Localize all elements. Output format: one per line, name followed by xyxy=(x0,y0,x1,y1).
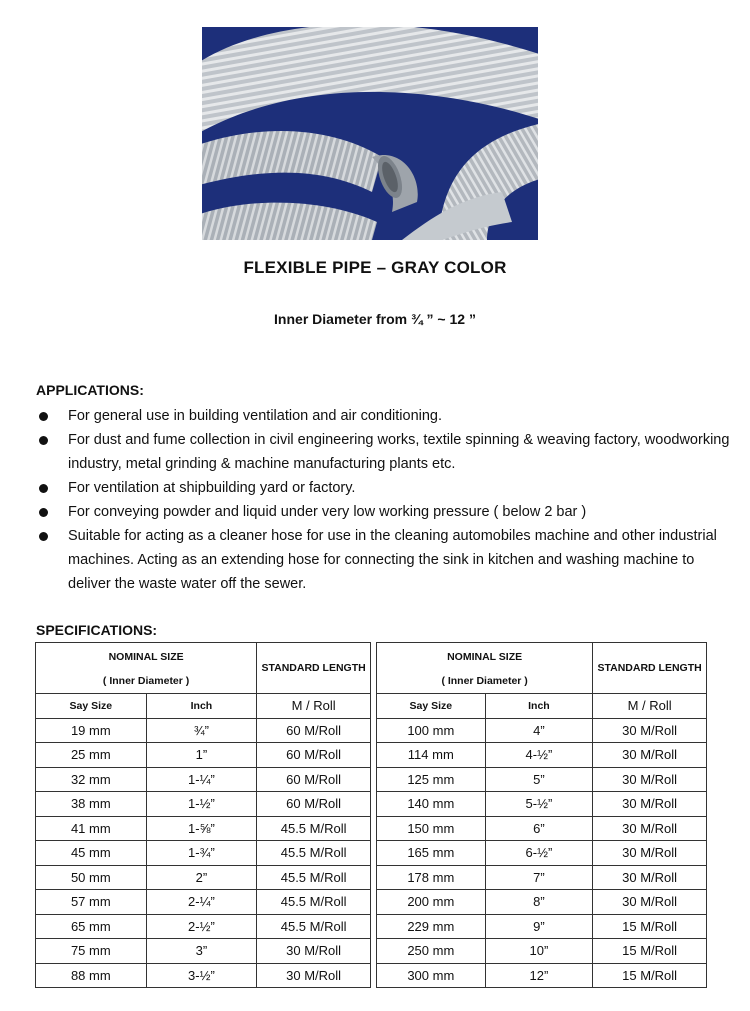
table-subheader-row xyxy=(36,694,371,719)
gray-flexible-pipe-photo-icon xyxy=(202,27,538,240)
table-row xyxy=(377,841,707,866)
length-cell: 30 M/Roll xyxy=(593,890,707,915)
length-cell: 30 M/Roll xyxy=(593,718,707,743)
say-size-cell: 114 mm xyxy=(377,743,486,768)
inch-cell: ¾” xyxy=(146,718,257,743)
inch-cell: 3-½” xyxy=(146,963,257,988)
say-size-cell: 300 mm xyxy=(377,963,486,988)
bullet-icon xyxy=(39,508,48,517)
inner-diameter-label: ( Inner Diameter ) xyxy=(102,675,190,687)
table-row xyxy=(36,914,371,939)
nominal-size-label: NOMINAL SIZE xyxy=(447,651,523,663)
length-cell: 15 M/Roll xyxy=(593,914,707,939)
page-subtitle: Inner Diameter from ¾ ” ~ 12 ” xyxy=(274,311,476,327)
list-item: For conveying powder and liquid under very low working pressure ( below 2 bar ) xyxy=(36,500,736,524)
applications-heading: APPLICATIONS: xyxy=(36,382,144,398)
say-size-cell: 150 mm xyxy=(377,816,486,841)
bullet-icon xyxy=(39,412,48,421)
say-size-cell: 250 mm xyxy=(377,939,486,964)
standard-length-header: STANDARD LENGTH xyxy=(593,643,707,694)
inch-cell: 1-⅝” xyxy=(146,816,257,841)
unit-header: M / Roll xyxy=(257,694,371,719)
length-cell: 30 M/Roll xyxy=(257,939,371,964)
say-size-cell: 200 mm xyxy=(377,890,486,915)
table-row xyxy=(36,890,371,915)
length-cell: 15 M/Roll xyxy=(593,963,707,988)
length-cell: 60 M/Roll xyxy=(257,743,371,768)
bullet-icon xyxy=(39,436,48,445)
length-cell: 60 M/Roll xyxy=(257,792,371,817)
say-size-cell: 178 mm xyxy=(377,865,486,890)
inch-cell: 3” xyxy=(146,939,257,964)
inch-cell: 7” xyxy=(485,865,593,890)
inch-cell: 1-½” xyxy=(146,792,257,817)
inch-cell: 8” xyxy=(485,890,593,915)
bullet-icon xyxy=(39,484,48,493)
unit-header: M / Roll xyxy=(593,694,707,719)
inch-cell: 5-½” xyxy=(485,792,593,817)
inch-cell: 2-½” xyxy=(146,914,257,939)
length-cell: 45.5 M/Roll xyxy=(257,865,371,890)
say-size-cell: 38 mm xyxy=(36,792,147,817)
inch-cell: 12” xyxy=(485,963,593,988)
say-size-cell: 41 mm xyxy=(36,816,147,841)
applications-list xyxy=(36,404,736,596)
inch-cell: 6” xyxy=(485,816,593,841)
length-cell: 30 M/Roll xyxy=(593,767,707,792)
say-size-cell: 45 mm xyxy=(36,841,147,866)
length-cell: 30 M/Roll xyxy=(593,792,707,817)
say-size-cell: 165 mm xyxy=(377,841,486,866)
table-row xyxy=(36,963,371,988)
table-row xyxy=(36,743,371,768)
inch-cell: 1-¾” xyxy=(146,841,257,866)
say-size-cell: 50 mm xyxy=(36,865,147,890)
standard-length-header: STANDARD LENGTH xyxy=(257,643,371,694)
inner-diameter-label: ( Inner Diameter ) xyxy=(441,675,528,687)
length-cell: 30 M/Roll xyxy=(257,963,371,988)
list-item: For ventilation at shipbuilding yard or factory. xyxy=(36,476,736,500)
bullet-icon xyxy=(39,532,48,541)
inch-header: Inch xyxy=(146,694,257,719)
say-size-header: Say Size xyxy=(377,694,486,719)
say-size-cell: 125 mm xyxy=(377,767,486,792)
table-row xyxy=(377,718,707,743)
table-row xyxy=(36,841,371,866)
list-item: For general use in building ventilation and air conditioning. xyxy=(36,404,736,428)
say-size-cell: 75 mm xyxy=(36,939,147,964)
table-row xyxy=(36,865,371,890)
table-row xyxy=(377,939,707,964)
length-cell: 60 M/Roll xyxy=(257,718,371,743)
specifications-heading: SPECIFICATIONS: xyxy=(36,622,158,638)
inch-cell: 1” xyxy=(146,743,257,768)
table-row xyxy=(377,767,707,792)
inch-cell: 1-¼” xyxy=(146,767,257,792)
table-row xyxy=(377,743,707,768)
page-title: FLEXIBLE PIPE – GRAY COLOR xyxy=(243,258,507,277)
say-size-cell: 229 mm xyxy=(377,914,486,939)
say-size-cell: 57 mm xyxy=(36,890,147,915)
table-row xyxy=(377,865,707,890)
inch-cell: 6-½” xyxy=(485,841,593,866)
length-cell: 45.5 M/Roll xyxy=(257,890,371,915)
list-item: Suitable for acting as a cleaner hose for use in the cleaning automobiles machine and other industrial machines. Acting as an extending hose for connecting the sink in kitchen and washing machine to deliver the waste water off the sewer. xyxy=(36,524,736,596)
nominal-size-header xyxy=(36,643,257,694)
inch-cell: 4-½” xyxy=(485,743,593,768)
length-cell: 45.5 M/Roll xyxy=(257,841,371,866)
table-row xyxy=(377,890,707,915)
nominal-size-header xyxy=(377,643,593,694)
inch-cell: 5” xyxy=(485,767,593,792)
inch-cell: 2-¼” xyxy=(146,890,257,915)
say-size-cell: 19 mm xyxy=(36,718,147,743)
length-cell: 30 M/Roll xyxy=(593,743,707,768)
length-cell: 60 M/Roll xyxy=(257,767,371,792)
length-cell: 45.5 M/Roll xyxy=(257,914,371,939)
table-row xyxy=(377,792,707,817)
say-size-cell: 32 mm xyxy=(36,767,147,792)
spec-table-left xyxy=(35,642,371,988)
table-row xyxy=(36,816,371,841)
nominal-size-label: NOMINAL SIZE xyxy=(108,651,184,663)
say-size-cell: 140 mm xyxy=(377,792,486,817)
say-size-cell: 25 mm xyxy=(36,743,147,768)
table-row xyxy=(377,914,707,939)
table-row xyxy=(36,939,371,964)
length-cell: 30 M/Roll xyxy=(593,865,707,890)
list-item: For dust and fume collection in civil engineering works, textile spinning & weaving factory, woodworking industry, metal grinding & machine manufacturing plants etc. xyxy=(36,428,736,476)
say-size-header: Say Size xyxy=(36,694,147,719)
length-cell: 30 M/Roll xyxy=(593,816,707,841)
table-row xyxy=(36,718,371,743)
say-size-cell: 65 mm xyxy=(36,914,147,939)
table-row xyxy=(36,767,371,792)
length-cell: 15 M/Roll xyxy=(593,939,707,964)
say-size-cell: 88 mm xyxy=(36,963,147,988)
inch-header: Inch xyxy=(485,694,593,719)
table-subheader-row xyxy=(377,694,707,719)
table-row xyxy=(36,792,371,817)
length-cell: 45.5 M/Roll xyxy=(257,816,371,841)
length-cell: 30 M/Roll xyxy=(593,841,707,866)
inch-cell: 2” xyxy=(146,865,257,890)
say-size-cell: 100 mm xyxy=(377,718,486,743)
inch-cell: 4” xyxy=(485,718,593,743)
pipe-photo xyxy=(202,27,538,240)
table-row xyxy=(377,816,707,841)
spec-table-right xyxy=(376,642,707,988)
inch-cell: 9” xyxy=(485,914,593,939)
inch-cell: 10” xyxy=(485,939,593,964)
table-row xyxy=(377,963,707,988)
